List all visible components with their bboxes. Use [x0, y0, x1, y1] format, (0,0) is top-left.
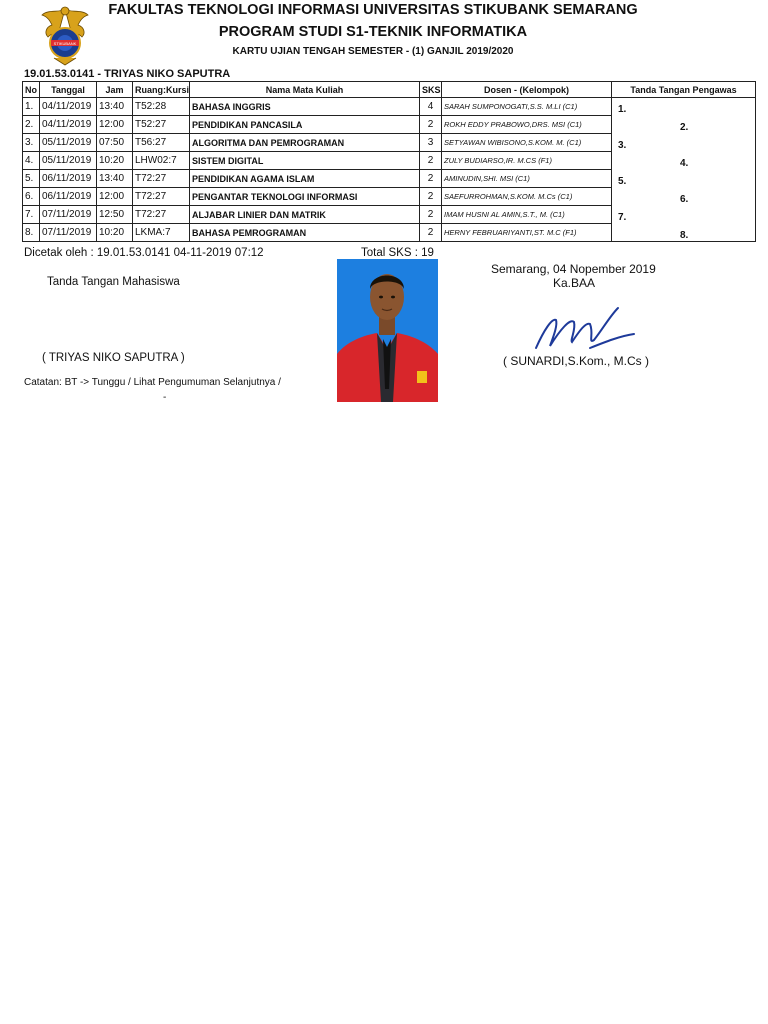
supervisor-number: 5. [618, 176, 627, 187]
note-dash: - [163, 392, 167, 403]
cell-dosen: SAEFURROHMAN,S.KOM. M.Cs (C1) [442, 188, 612, 206]
cell-ruang: T56:27 [133, 134, 190, 152]
cell-no: 3. [23, 134, 40, 152]
cell-jam: 13:40 [97, 170, 133, 188]
cell-tanggal: 06/11/2019 [40, 188, 97, 206]
cell-dosen: IMAM HUSNI AL AMIN,S.T., M. (C1) [442, 206, 612, 224]
cell-no: 4. [23, 152, 40, 170]
cell-dosen: HERNY FEBRUARIYANTI,ST. M.C (F1) [442, 224, 612, 242]
portrait-illustration [337, 259, 438, 402]
student-id-name: 19.01.53.0141 - TRIYAS NIKO SAPUTRA [24, 68, 231, 80]
faculty-title: FAKULTAS TEKNOLOGI INFORMASI UNIVERSITAS STIKUBANK SEMARANG [108, 2, 638, 18]
cell-tanggal: 06/11/2019 [40, 170, 97, 188]
cell-dosen: SARAH SUMPONOGATI,S.S. M.LI (C1) [442, 98, 612, 116]
cell-matkul: ALGORITMA DAN PEMROGRAMAN [190, 134, 420, 152]
cell-jam: 12:00 [97, 116, 133, 134]
cell-jam: 12:50 [97, 206, 133, 224]
supervisor-number: 6. [680, 194, 689, 205]
cell-matkul: PENDIDIKAN AGAMA ISLAM [190, 170, 420, 188]
cell-ruang: T52:28 [133, 98, 190, 116]
cell-sks: 2 [420, 206, 442, 224]
header-no: No [23, 82, 40, 98]
supervisor-number: 1. [618, 104, 627, 115]
table-row [23, 98, 756, 116]
cell-sks: 2 [420, 170, 442, 188]
student-signature-label: Tanda Tangan Mahasiswa [47, 276, 180, 288]
header-matkul: Nama Mata Kuliah [190, 82, 420, 98]
cell-matkul: BAHASA INGGRIS [190, 98, 420, 116]
header-dosen: Dosen - (Kelompok) [442, 82, 612, 98]
cell-no: 6. [23, 188, 40, 206]
cell-ruang: T72:27 [133, 188, 190, 206]
cell-dosen: AMINUDIN,SHI. MSI (C1) [442, 170, 612, 188]
student-photo [337, 259, 438, 402]
note: Catatan: BT -> Tunggu / Lihat Pengumuman Selanjutnya / [24, 377, 281, 388]
cell-ruang: T52:27 [133, 116, 190, 134]
cell-matkul: PENGANTAR TEKNOLOGI INFORMASI [190, 188, 420, 206]
place-date: Semarang, 04 Nopember 2019 [491, 262, 656, 276]
cell-matkul: PENDIDIKAN PANCASILA [190, 116, 420, 134]
cell-matkul: ALJABAR LINIER DAN MATRIK [190, 206, 420, 224]
supervisor-number: 4. [680, 158, 689, 169]
cell-tanggal: 05/11/2019 [40, 152, 97, 170]
cell-jam: 10:20 [97, 152, 133, 170]
cell-ruang: T72:27 [133, 206, 190, 224]
supervisor-number: 8. [680, 230, 689, 241]
official-name: ( SUNARDI,S.Kom., M.Cs ) [503, 354, 650, 368]
cell-jam: 10:20 [97, 224, 133, 242]
cell-tanggal: 04/11/2019 [40, 116, 97, 134]
header-ruang: Ruang:Kursi [133, 82, 190, 98]
supervisor-number: 7. [618, 212, 627, 223]
official-title: Ka.BAA [553, 276, 596, 290]
header-jam: Jam [97, 82, 133, 98]
cell-jam: 07:50 [97, 134, 133, 152]
cell-tanggal: 05/11/2019 [40, 134, 97, 152]
exam-schedule-table [22, 81, 756, 242]
cell-tanggal: 04/11/2019 [40, 98, 97, 116]
cell-matkul: BAHASA PEMROGRAMAN [190, 224, 420, 242]
cell-ruang: LKMA:7 [133, 224, 190, 242]
cell-tanggal: 07/11/2019 [40, 224, 97, 242]
logo-text: STIKUBANK [53, 41, 77, 46]
card-title: KARTU UJIAN TENGAH SEMESTER - (1) GANJIL 2019/2020 [232, 46, 514, 57]
supervisor-number: 3. [618, 140, 627, 151]
cell-jam: 12:00 [97, 188, 133, 206]
table-header-row [23, 82, 756, 98]
cell-dosen: SETYAWAN WIBISONO,S.KOM. M. (C1) [442, 134, 612, 152]
cell-no: 1. [23, 98, 40, 116]
cell-no: 8. [23, 224, 40, 242]
total-sks: Total SKS : 19 [361, 247, 434, 259]
cell-tanggal: 07/11/2019 [40, 206, 97, 224]
header-tanggal: Tanggal [40, 82, 97, 98]
cell-sks: 2 [420, 116, 442, 134]
cell-sks: 4 [420, 98, 442, 116]
cell-sks: 3 [420, 134, 442, 152]
program-title: PROGRAM STUDI S1-TEKNIK INFORMATIKA [218, 24, 528, 40]
student-name: ( TRIYAS NIKO SAPUTRA ) [42, 352, 185, 364]
supervisor-signature-cell [612, 98, 756, 242]
cell-no: 2. [23, 116, 40, 134]
cell-ruang: T72:27 [133, 170, 190, 188]
cell-sks: 2 [420, 224, 442, 242]
cell-no: 5. [23, 170, 40, 188]
cell-matkul: SISTEM DIGITAL [190, 152, 420, 170]
header-sks: SKS [420, 82, 442, 98]
printed-by: Dicetak oleh : 19.01.53.0141 04-11-2019 07:12 [24, 247, 264, 259]
cell-dosen: ROKH EDDY PRABOWO,DRS. MSI (C1) [442, 116, 612, 134]
cell-sks: 2 [420, 188, 442, 206]
cell-ruang: LHW02:7 [133, 152, 190, 170]
supervisor-number: 2. [680, 122, 689, 133]
cell-no: 7. [23, 206, 40, 224]
cell-jam: 13:40 [97, 98, 133, 116]
cell-sks: 2 [420, 152, 442, 170]
cell-dosen: ZULY BUDIARSO,IR. M.CS (F1) [442, 152, 612, 170]
header-tanda-tangan: Tanda Tangan Pengawas [612, 82, 756, 98]
